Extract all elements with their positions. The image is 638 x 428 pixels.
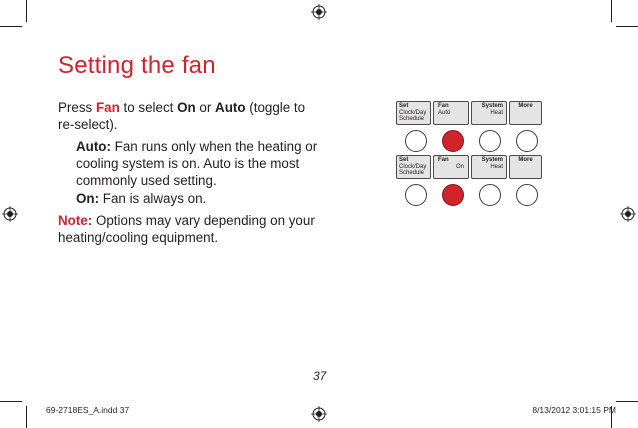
registration-mark-icon <box>311 406 327 422</box>
more-cell <box>509 155 542 179</box>
system-cell <box>471 155 507 179</box>
fan-button[interactable] <box>442 130 464 152</box>
set-sub-label: Schedule <box>399 170 425 176</box>
fan-keyword: Fan <box>95 100 120 115</box>
set-label: Set <box>399 157 409 163</box>
system-value: Heat <box>490 163 503 170</box>
auto-text: cooling system is on. Auto is the most <box>76 156 300 171</box>
intro-text: or <box>195 100 216 115</box>
system-cell <box>471 101 507 125</box>
thermostat-display-on <box>396 155 542 179</box>
crop-mark <box>0 401 22 402</box>
auto-text: Fan runs only when the heating or <box>110 139 318 154</box>
intro-text: (toggle to <box>245 100 306 115</box>
note-paragraph <box>58 212 333 246</box>
registration-mark-icon <box>620 206 636 222</box>
fan-cell <box>433 101 469 125</box>
more-button[interactable] <box>516 184 538 206</box>
crop-mark <box>616 401 638 402</box>
thermostat-display-auto <box>396 101 542 125</box>
system-button[interactable] <box>479 130 501 152</box>
set-button[interactable] <box>405 184 427 206</box>
registration-mark-icon <box>311 4 327 20</box>
set-sub-label: Schedule <box>399 116 425 122</box>
set-button[interactable] <box>405 130 427 152</box>
more-label: More <box>518 103 533 109</box>
system-value: Heat <box>490 109 503 116</box>
page-number: 37 <box>313 369 327 383</box>
fan-button[interactable] <box>442 184 464 206</box>
intro-text: re-select). <box>58 117 118 132</box>
crop-mark <box>26 0 27 22</box>
set-sub-label: Clock/Day <box>399 163 427 170</box>
intro-text: Press <box>58 100 96 115</box>
note-text: heating/cooling equipment. <box>58 230 219 245</box>
intro-paragraph <box>58 99 328 133</box>
more-label: More <box>518 157 533 163</box>
set-clock-cell <box>396 155 431 179</box>
note-text: Options may vary depending on your <box>92 213 315 228</box>
auto-label: Auto: <box>76 139 111 154</box>
auto-description <box>76 138 336 189</box>
crop-mark <box>0 26 22 27</box>
footer-timestamp: 8/13/2012 3:01:15 PM <box>532 405 616 415</box>
set-label: Set <box>399 103 409 109</box>
crop-mark <box>616 26 638 27</box>
set-sub-label: Clock/Day <box>399 109 427 116</box>
crop-mark <box>26 406 27 428</box>
system-label: System <box>481 103 503 109</box>
registration-mark-icon <box>2 206 18 222</box>
footer-file-name: 69-2718ES_A.indd 37 <box>46 405 130 415</box>
on-label: On: <box>76 191 100 206</box>
on-keyword: On <box>177 100 196 115</box>
fan-cell <box>433 155 469 179</box>
system-button[interactable] <box>479 184 501 206</box>
on-text: Fan is always on. <box>99 191 207 206</box>
note-label: Note: <box>58 213 93 228</box>
page-title: Setting the fan <box>58 52 216 79</box>
crop-mark <box>611 0 612 22</box>
system-label: System <box>481 157 503 163</box>
auto-text: commonly used setting. <box>76 173 217 188</box>
auto-keyword: Auto <box>215 100 246 115</box>
on-description <box>76 190 336 207</box>
intro-text: to select <box>119 100 178 115</box>
fan-label: Fan <box>438 157 449 163</box>
fan-value: Auto <box>438 109 451 116</box>
more-cell <box>509 101 542 125</box>
more-button[interactable] <box>516 130 538 152</box>
fan-label: Fan <box>438 103 449 109</box>
set-clock-cell <box>396 101 431 125</box>
fan-value: On <box>455 163 464 170</box>
